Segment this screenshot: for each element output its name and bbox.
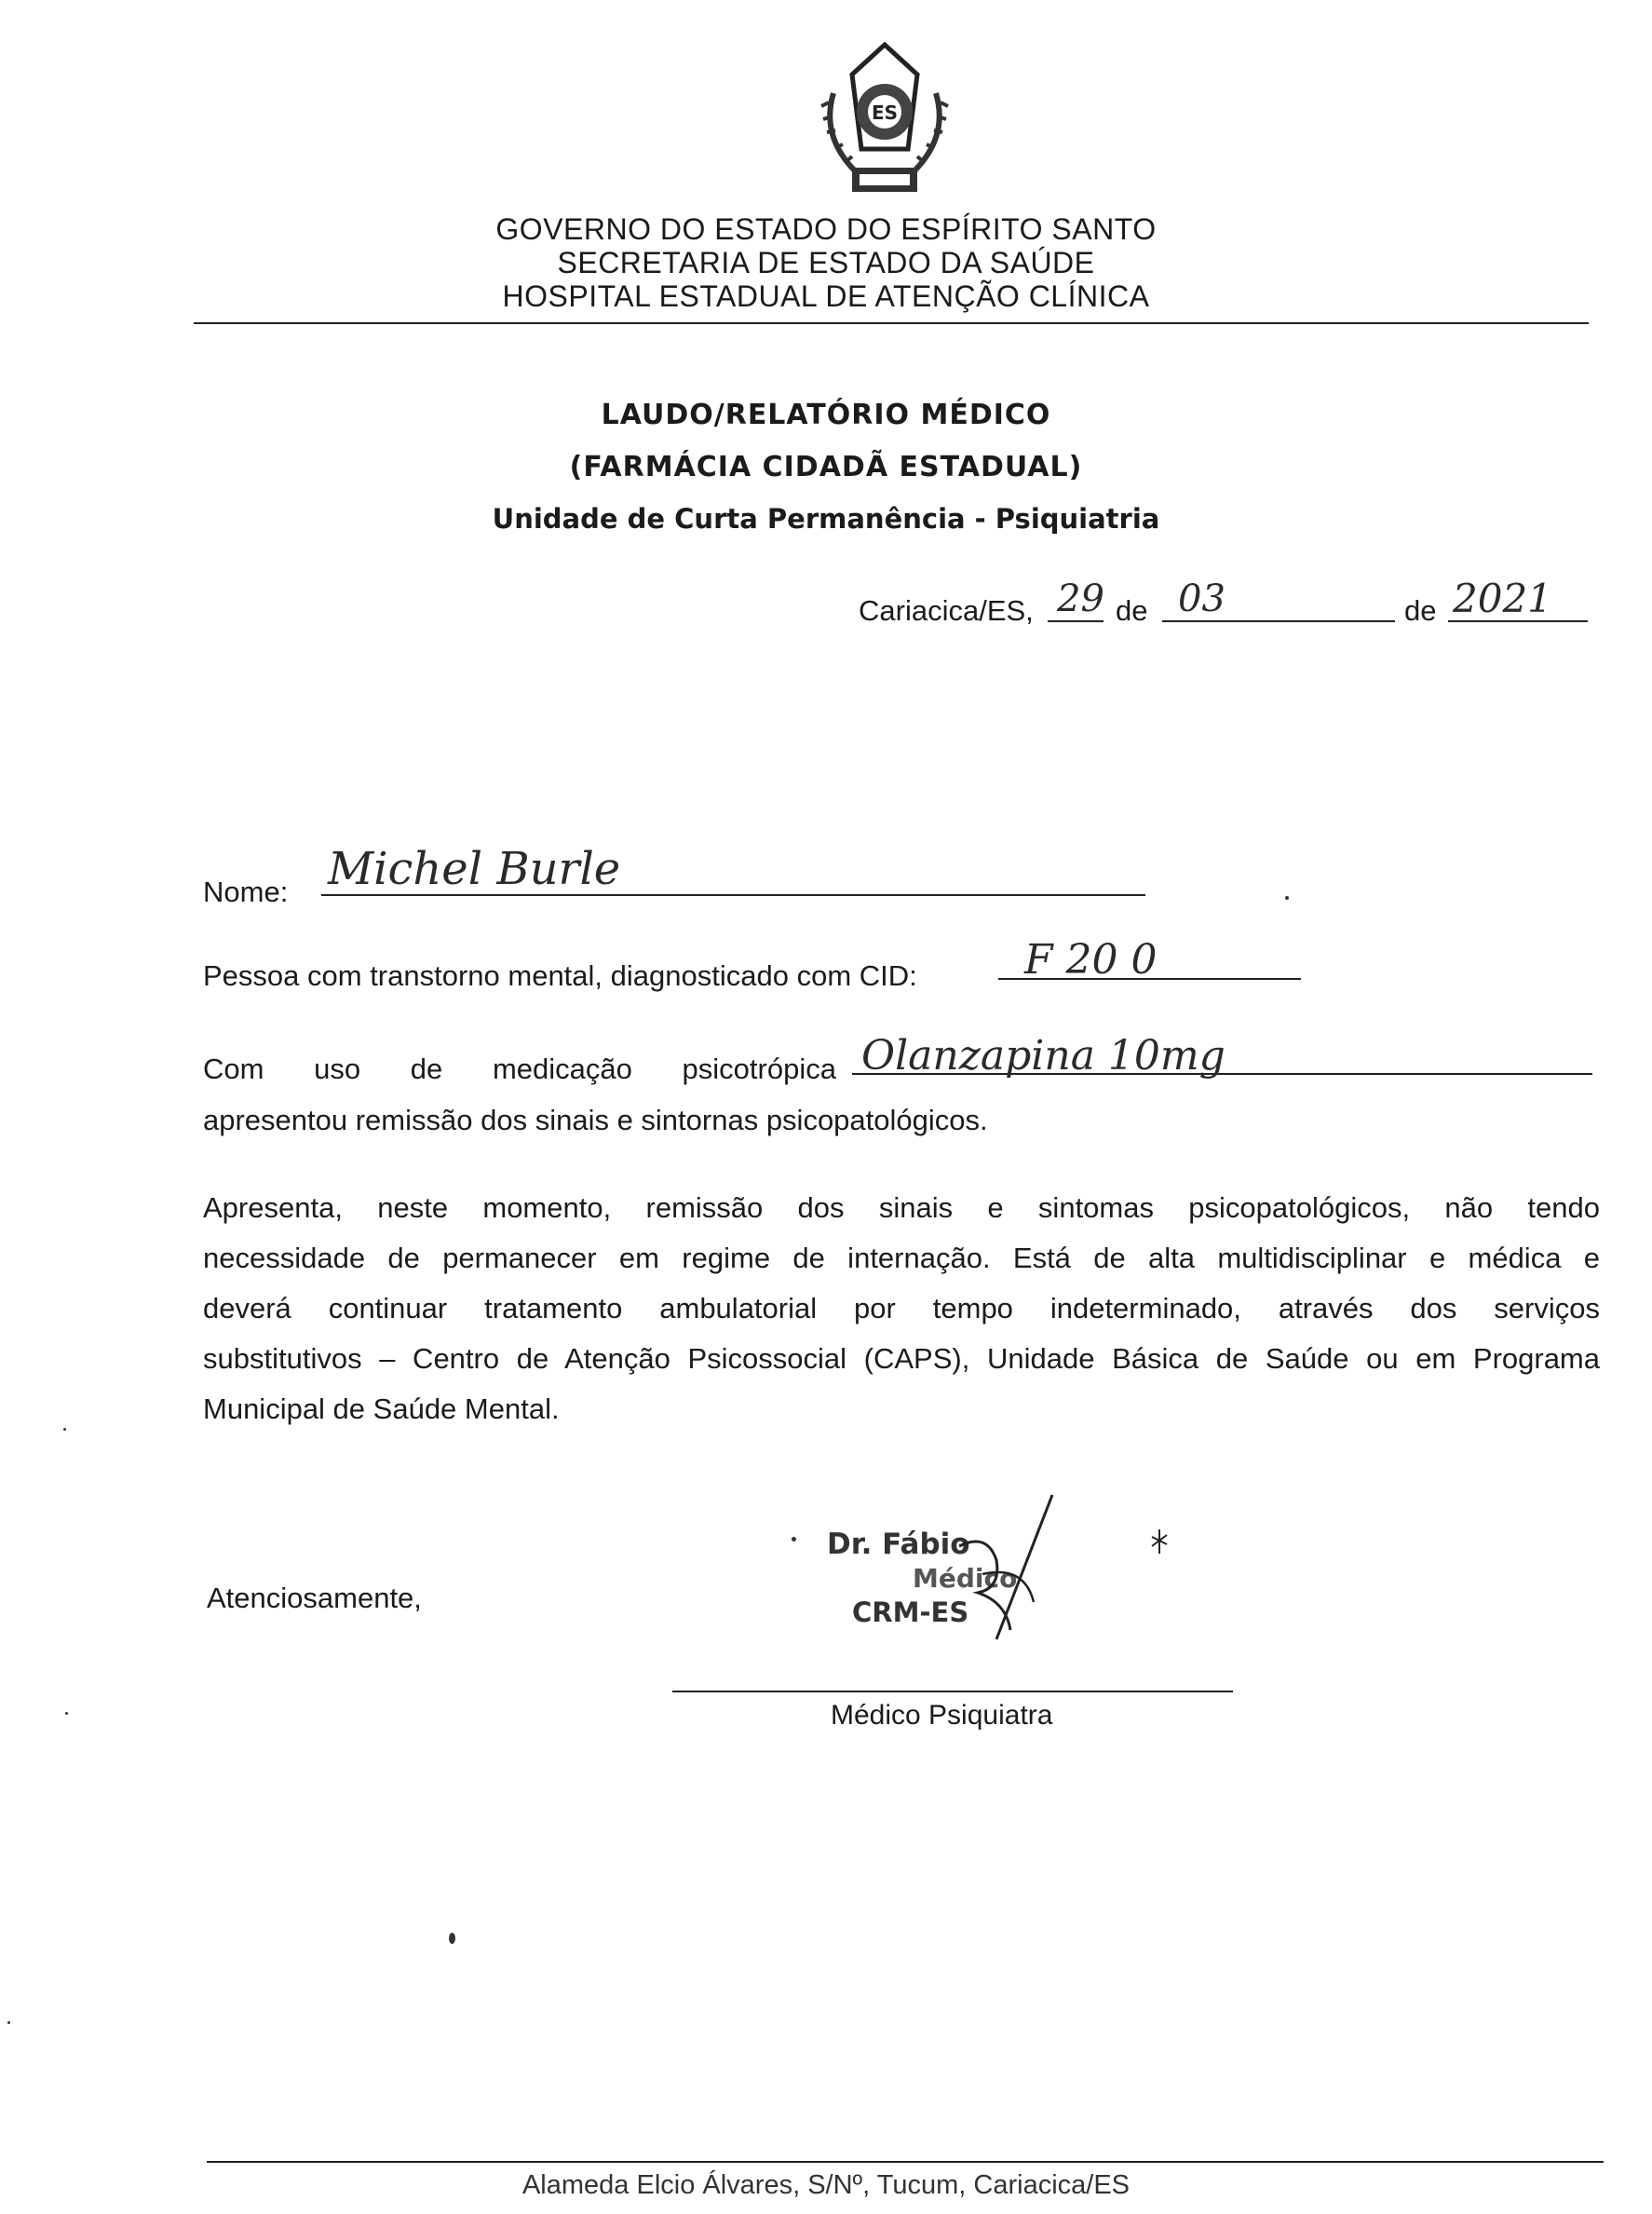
medication-label-word: Com — [203, 1053, 264, 1085]
document-subtitle: (FARMÁCIA CIDADÃ ESTADUAL) — [569, 451, 1083, 483]
header-hospital: HOSPITAL ESTADUAL DE ATENÇÃO CLÍNICA — [502, 279, 1150, 313]
doctor-stamp-role: Médico — [913, 1563, 1018, 1594]
cid-label: Pessoa com transtorno mental, diagnosticado com CID: — [203, 959, 917, 992]
state-coat-of-arms-seal — [796, 37, 973, 214]
scan-speck — [7, 2021, 10, 2024]
header-secretariat: SECRETARIA DE ESTADO DA SAÚDE — [557, 246, 1095, 279]
medication-outcome: apresentou remissão dos sinais e sintornas psicopatológicos. — [203, 1104, 988, 1136]
date-month-handwritten: 03 — [1178, 577, 1225, 620]
date-sep2: de — [1404, 594, 1437, 627]
document-title: LAUDO/RELATÓRIO MÉDICO — [601, 399, 1051, 431]
name-label: Nome: — [203, 876, 289, 908]
medication-label-word: medicação — [492, 1053, 632, 1085]
footer-rule — [207, 2161, 1604, 2163]
doctor-stamp-name: Dr. Fábio — [827, 1528, 970, 1561]
patient-name-handwritten: Michel Burle — [328, 843, 621, 895]
paragraph-line: Municipal de Saúde Mental. — [203, 1392, 560, 1425]
salutation: Atenciosamente, — [207, 1582, 422, 1614]
date-month-blank — [1162, 620, 1395, 622]
discharge-paragraph — [203, 1183, 1600, 1434]
footer-address: Alameda Elcio Álvares, S/Nº, Tucum, Cariacica/ES — [521, 2170, 1131, 2200]
scan-speck — [792, 1537, 796, 1542]
paragraph-line: substitutivos – Centro de Atenção Psicossocial (CAPS), Unidade Básica de Saúde ou em Programa — [203, 1342, 1600, 1375]
date-sep1: de — [1116, 594, 1148, 627]
paragraph-line: deverá continuar tratamento ambulatorial por tempo indeterminado, através dos serviços — [203, 1292, 1600, 1324]
doctor-stamp-crm: CRM-ES — [852, 1596, 969, 1628]
unit-name: Unidade de Curta Permanência - Psiquiatria — [492, 503, 1160, 535]
date-day-handwritten: 29 — [1057, 577, 1104, 620]
signature-caption: Médico Psiquiatra — [831, 1700, 1053, 1731]
header-rule — [194, 322, 1589, 324]
scan-speck — [449, 1933, 455, 1944]
scan-speck — [63, 1428, 66, 1431]
asterisk-mark — [1150, 1528, 1169, 1555]
medication-label-word: de — [410, 1053, 443, 1085]
medication-label-word: uso — [314, 1053, 361, 1085]
header-government: GOVERNO DO ESTADO DO ESPÍRITO SANTO — [495, 212, 1157, 246]
date-city: Cariacica/ES, — [859, 594, 1034, 627]
medication-handwritten: Olanzapina 10mg — [861, 1032, 1225, 1080]
paragraph-line: Apresenta, neste momento, remissão dos sinais e sintomas psicopatológicos, não tendo — [203, 1191, 1600, 1224]
paragraph-line: necessidade de permanecer em regime de internação. Está de alta multidisciplinar e médica e — [203, 1242, 1600, 1274]
scan-speck — [1285, 896, 1289, 900]
doctor-signature — [941, 1490, 1071, 1649]
svg-text:ES: ES — [871, 102, 899, 124]
medication-label-word: psicotrópica — [682, 1053, 836, 1085]
medication-label — [203, 1053, 836, 1086]
signature-rule — [672, 1691, 1233, 1692]
cid-code-handwritten: F 20 0 — [1024, 936, 1158, 984]
date-day-blank — [1048, 620, 1104, 622]
scan-speck — [65, 1712, 68, 1715]
date-year-handwritten: 2021 — [1453, 576, 1552, 621]
